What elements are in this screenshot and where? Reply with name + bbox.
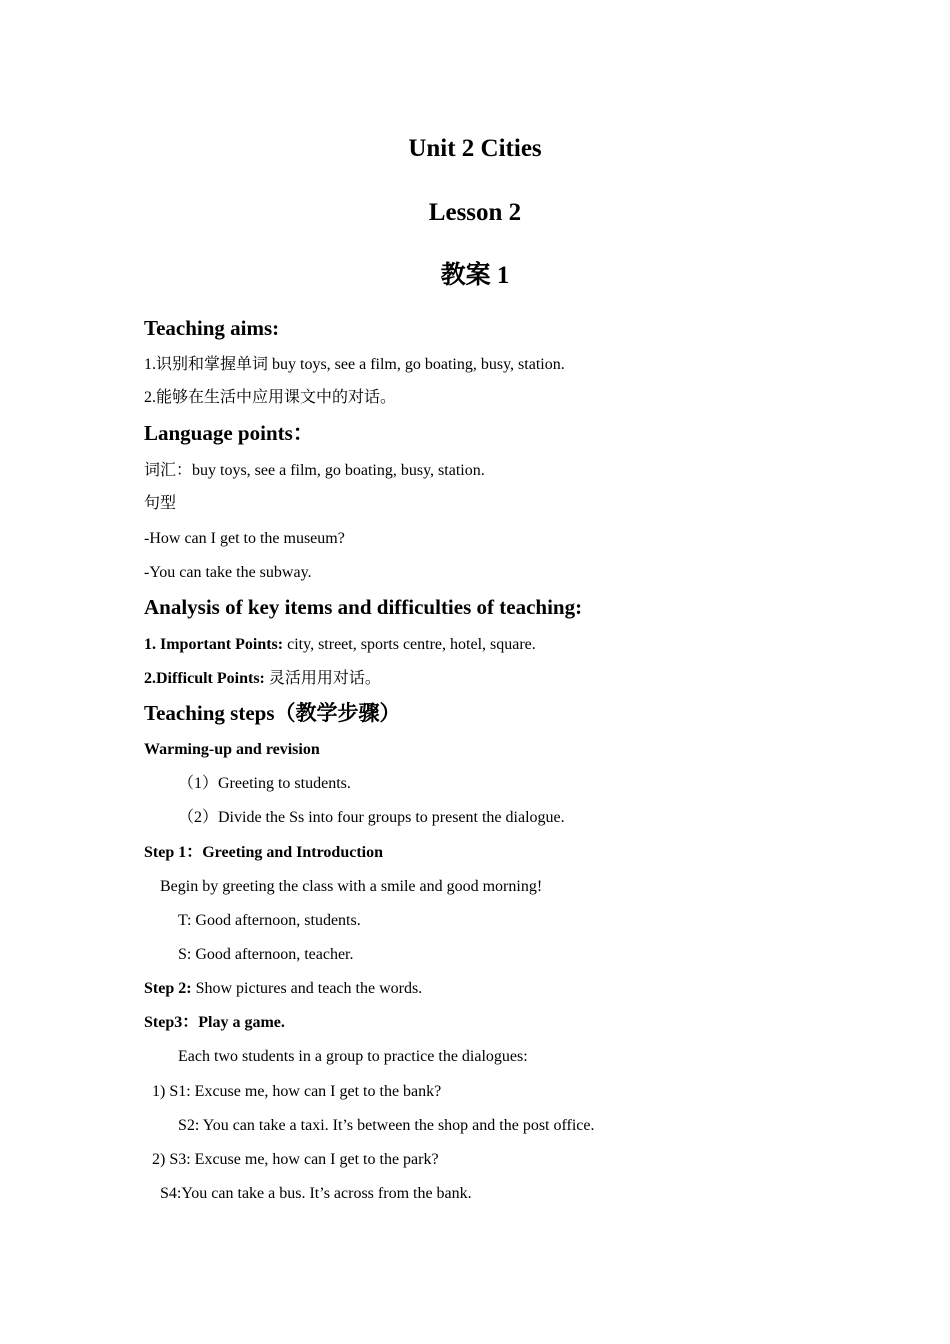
step3-line-4: 2) S3: Excuse me, how can I get to the park? — [152, 1151, 439, 1168]
sentence-line-1: -How can I get to the museum? — [144, 530, 345, 547]
aim-item-1: 1.识别和掌握单词 buy toys, see a film, go boating, busy, station. — [144, 356, 565, 373]
step1-line-2: T: Good afternoon, students. — [178, 912, 361, 929]
lesson-plan-title: 教案 1 — [440, 262, 510, 289]
step1-line-1: Begin by greeting the class with a smile and good morning! — [160, 878, 543, 895]
teaching-aims-heading: Teaching aims: — [144, 316, 280, 340]
difficult-points-text: 灵活用用对话。 — [264, 670, 381, 687]
step3-line-3: S2: You can take a taxi. It’s between the shop and the post office. — [178, 1117, 595, 1134]
step3-line-1: Each two students in a group to practice the dialogues: — [178, 1048, 528, 1065]
vocabulary-line: 词汇：buy toys, see a film, go boating, busy, station. — [144, 462, 485, 479]
step3-heading: Step3：Play a game. — [144, 1014, 285, 1031]
aim-item-2: 2.能够在生活中应用课文中的对话。 — [144, 389, 397, 406]
warmup-item-1: （1）Greeting to students. — [178, 775, 351, 792]
step2-line — [144, 979, 422, 999]
step3-line-5: S4:You can take a bus. It’s across from the bank. — [160, 1185, 472, 1202]
step1-heading: Step 1：Greeting and Introduction — [144, 844, 383, 861]
important-points-text: city, street, sports centre, hotel, square. — [283, 636, 536, 653]
important-points-label: 1. Important Points: — [144, 636, 284, 653]
step2-label: Step 2: — [144, 980, 192, 997]
sentence-pattern-label: 句型 — [144, 495, 177, 512]
difficult-points — [144, 669, 381, 689]
sentence-line-2: -You can take the subway. — [144, 564, 312, 581]
important-points — [144, 635, 536, 655]
step2-text: Show pictures and teach the words. — [191, 980, 423, 997]
lesson-title: Lesson 2 — [428, 199, 522, 226]
difficult-points-label: 2.Difficult Points: — [144, 670, 265, 687]
language-points-heading: Language points： — [144, 421, 314, 445]
teaching-steps-heading: Teaching steps（教学步骤） — [144, 701, 401, 725]
warmup-item-2: （2）Divide the Ss into four groups to present the dialogue. — [178, 809, 565, 826]
step1-line-3: S: Good afternoon, teacher. — [178, 946, 354, 963]
warmup-heading: Warming-up and revision — [144, 741, 320, 758]
step3-line-2: 1) S1: Excuse me, how can I get to the bank? — [152, 1083, 442, 1100]
unit-title: Unit 2 Cities — [408, 135, 542, 162]
analysis-heading: Analysis of key items and difficulties of teaching: — [144, 595, 583, 619]
